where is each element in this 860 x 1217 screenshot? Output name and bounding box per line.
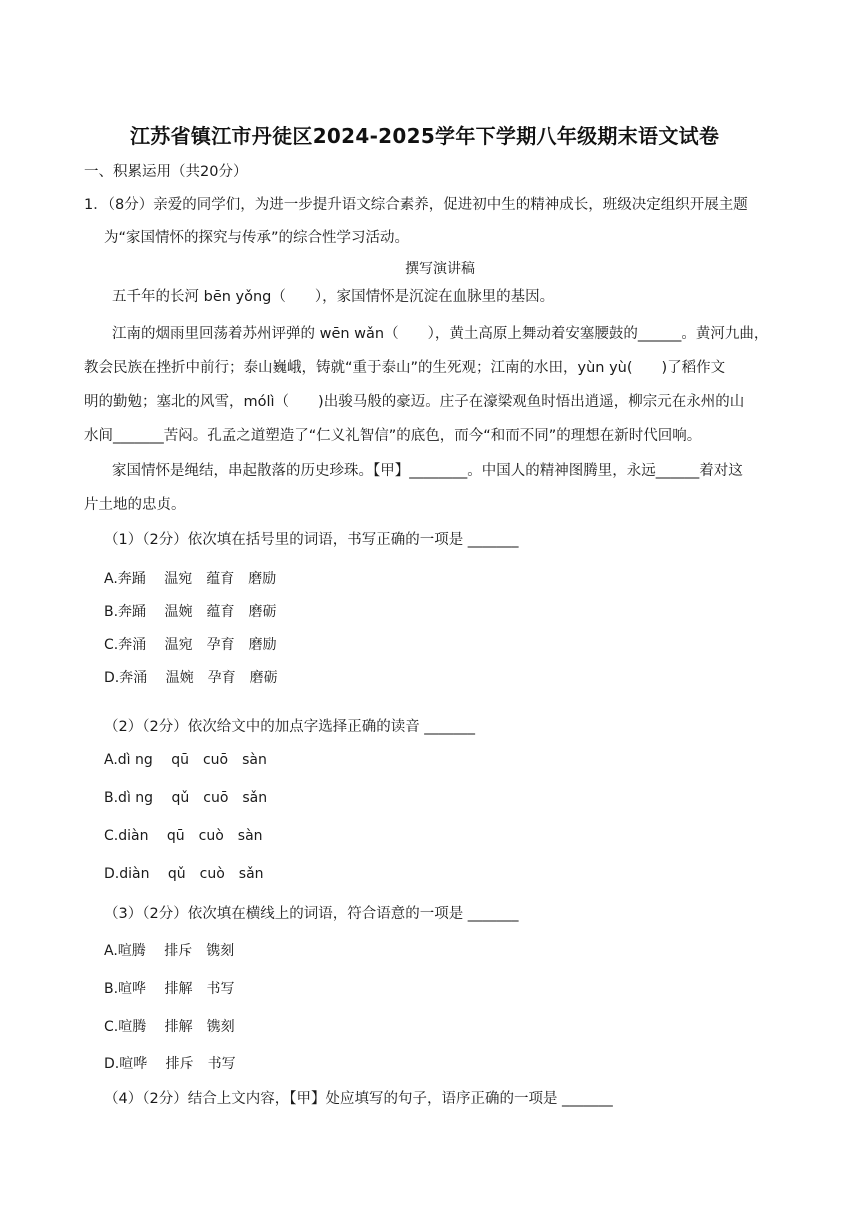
section-heading: 一、积累运用（共20分） — [84, 164, 248, 180]
passage-para3-line2: 片土地的忠贞。 — [84, 497, 186, 513]
subquestion-2-option-b[interactable]: B.dì ng qǔ cuō sǎn — [104, 790, 268, 806]
subquestion-1-option-b[interactable]: B.奔踊 温婉 蕴育 磨砺 — [104, 604, 277, 620]
subquestion-1-option-a[interactable]: A.奔踊 温宛 蕴育 磨励 — [104, 571, 277, 587]
subquestion-2-option-c[interactable]: C.diàn qū cuò sàn — [104, 828, 263, 844]
page-title: 江苏省镇江市丹徒区2024-2025学年下学期八年级期末语文试卷 — [130, 124, 720, 148]
subquestion-3-option-a[interactable]: A.喧腾 排斥 镌刻 — [104, 943, 235, 959]
subquestion-3-option-d[interactable]: D.喧哗 排斥 书写 — [104, 1056, 236, 1072]
subquestion-1-stem: （1）（2分）依次填在括号里的词语，书写正确的一项是 _______ — [104, 532, 519, 548]
subquestion-3-option-c[interactable]: C.喧腾 排解 镌刻 — [104, 1019, 235, 1035]
subquestion-3-option-b[interactable]: B.喧哗 排解 书写 — [104, 981, 235, 997]
question-1-stem-line1: 1．（8分）亲爱的同学们，为进一步提升语文综合素养，促进初中生的精神成长，班级决定组织开展主题 — [84, 197, 748, 213]
subquestion-4-stem: （4）（2分）结合上文内容，【甲】处应填写的句子，语序正确的一项是 _______ — [104, 1091, 613, 1107]
subquestion-2-option-d[interactable]: D.diàn qǔ cuò sǎn — [104, 866, 264, 882]
passage-para2-line3: 明的勤勉；塞北的风雪，mólì（ )出骏马般的豪迈。庄子在濠梁观鱼时悟出逍遥，柳宗元在永州的山 — [84, 394, 745, 410]
question-1-stem-line2: 为“家国情怀的探究与传承”的综合性学习活动。 — [104, 230, 410, 246]
passage-para2-line2: 教会民族在挫折中前行；泰山巍峨，铸就“重于泰山”的生死观；江南的水田，yùn yù( )了稻作文 — [84, 360, 726, 376]
subquestion-3-stem: （3）（2分）依次填在横线上的词语，符合语意的一项是 _______ — [104, 906, 519, 922]
subquestion-2-stem: （2）（2分）依次给文中的加点字选择正确的读音 _______ — [104, 719, 476, 735]
subquestion-1-option-d[interactable]: D.奔涌 温婉 孕育 磨砺 — [104, 670, 278, 686]
passage-para3-line1: 家国情怀是绳结，串起散落的历史珍珠。【甲】________。中国人的精神图腾里，永远______着对这 — [112, 463, 743, 479]
subquestion-2-option-a[interactable]: A.dì ng qū cuō sàn — [104, 752, 267, 768]
passage-heading: 撰写演讲稿 — [405, 261, 475, 277]
passage-para2-line4: 水间_______苦闷。孔孟之道塑造了“仁义礼智信”的底色，而今“和而不同”的理想在新时代回响。 — [84, 428, 702, 444]
passage-para1: 五千年的长河 bēn yǒng（ ），家国情怀是沉淀在血脉里的基因。 — [112, 289, 555, 305]
passage-para2-line1: 江南的烟雨里回荡着苏州评弹的 wēn wǎn（ ），黄土高原上舞动着安塞腰鼓的______。黄河九曲， — [112, 326, 769, 342]
subquestion-1-option-c[interactable]: C.奔涌 温宛 孕育 磨励 — [104, 637, 277, 653]
